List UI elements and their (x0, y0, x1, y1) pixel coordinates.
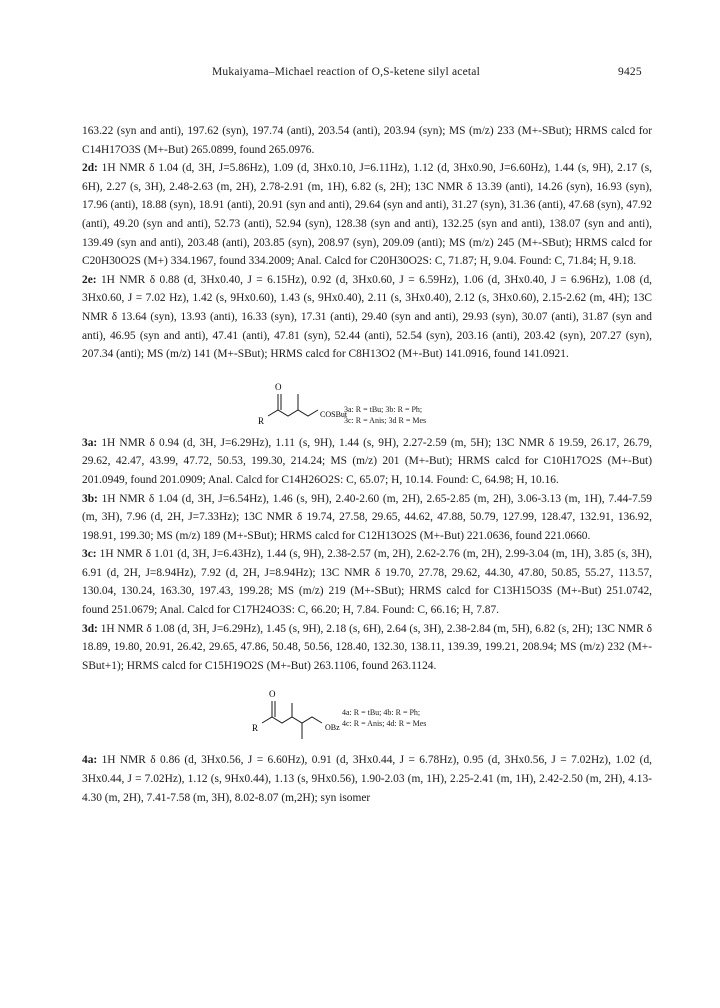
paragraph-3b (82, 490, 652, 546)
paragraph-text: 1H NMR δ 1.04 (d, 3H, J=6.54Hz), 1.46 (s, 9H), 2.40-2.60 (m, 2H), 2.65-2.85 (m, 2H), 3.06-3.13 (m, 1H), 7.44-7.59 (m, 3H), 7.96 (d, 2H, J=7.33Hz); 13C NMR δ 19.74, 27.58, 29.65, 44.62, 47.88, 50.79, 127.99, 128.47, 132.91, 136.92, 198.91, 199.30; MS (m/z) 189 (M+-SBut); HRMS calcd for C12H13O2S (M+-But) 221.0636, found 221.0660. (82, 492, 652, 542)
paragraph-text: 1H NMR δ 1.08 (d, 3H, J=6.29Hz), 1.45 (s, 9H), 2.18 (s, 6H), 2.64 (s, 3H), 2.38-2.84 (m, 5H), 6.82 (s, 2H); 13C NMR δ 18.89, 19.80, 20.91, 26.42, 29.65, 47.86, 50.48, 50.56, 128.40, 132.30, 138.11, 139.39, 199.21, 208.94; MS (m/z) 232 (M+-SBut+1); HRMS calcd for C15H19O2S (M+-But) 263.1106, found 263.1124. (82, 622, 652, 672)
structure-4-r: R (252, 723, 259, 734)
structure-scheme-4 (82, 675, 652, 751)
paragraph-3a (82, 434, 652, 490)
paragraph-3c (82, 545, 652, 619)
compound-label: 2e: (82, 273, 97, 286)
structure-4-chain (262, 717, 322, 723)
paragraph-2e (82, 271, 652, 364)
structure-4-legend (342, 707, 426, 729)
paragraph-2d (82, 159, 652, 271)
structure-4-group: OBz (325, 723, 340, 733)
structure-3-legend (344, 404, 426, 426)
structure-scheme-3 (82, 364, 652, 434)
paragraph-4a (82, 751, 652, 807)
legend-line: 4c: R = Anis; 4d: R = Mes (342, 719, 427, 729)
paragraph-text: 1H NMR δ 1.01 (d, 3H, J=6.43Hz), 1.44 (s, 9H), 2.38-2.57 (m, 2H), 2.62-2.76 (m, 2H), 2.99-3.04 (m, 1H), 3.85 (s, 3H), 6.91 (d, 2H, J=8.94Hz), 7.92 (d, 2H, J=8.94Hz); 13C NMR δ 19.70, 27.78, 29.62, 44.30, 47.80, 50.85, 55.27, 113.57, 130.04, 130.24, 163.30, 197.43, 199.28; MS (m/z) 219 (M+-SBut); HRMS calcd for C13H15O3S (M+-But) 251.0742, found 251.0679; Anal. Calcd for C17H24O3S: C, 66.20; H, 7.84. Found: C, 66.16; H, 7.87. (82, 548, 652, 617)
paragraph-text: 163.22 (syn and anti), 197.62 (syn), 197.74 (anti), 203.54 (anti), 203.94 (syn); MS (m/z) 233 (M+-SBut); HRMS calcd for C14H17O3S (M+-But) 265.0899, found 265.0976. (82, 125, 652, 156)
structure-3-o: O (275, 381, 282, 392)
compound-label: 4a: (82, 754, 98, 767)
compound-label: 3b: (82, 492, 98, 505)
structure-4-o: O (269, 689, 276, 700)
article-body (82, 122, 652, 807)
legend-line: 3c: R = Anis; 3d R = Mes (344, 415, 427, 425)
structure-3-r: R (258, 415, 265, 426)
compound-label: 3d: (82, 622, 98, 635)
compound-label: 3a: (82, 436, 98, 449)
page-number: 9425 (618, 66, 642, 78)
compound-label: 3c: (82, 548, 97, 561)
paragraph-text: 1H NMR δ 1.04 (d, 3H, J=5.86Hz), 1.09 (d, 3Hx0.10, J=6.11Hz), 1.12 (d, 3Hx0.90, J=6.60Hz), 1.44 (s, 9H), 2.17 (s, 6H), 2.27 (s, 3H), 2.48-2.63 (m, 2H), 2.78-2.91 (m, 1H), 6.82 (s, 2H); 13C NMR δ 13.39 (anti), 14.26 (syn), 16.93 (syn), 17.96 (anti), 18.88 (syn), 18.91 (anti), 20.91 (syn and anti), 29.64 (syn and anti), 31.27 (syn), 31.36 (anti), 47.68 (syn), 47.92 (anti), 49.20 (syn and anti), 52.73 (anti), 52.94 (syn), 128.38 (syn and anti), 132.25 (syn and anti), 138.07 (syn and anti), 139.49 (syn and anti), 203.48 (anti), 203.85 (syn), 208.97 (syn), 209.09 (anti); MS (m/z) 245 (M+-SBut); HRMS calcd for C20H30O2S (M+) 334.1967, found 334.2009; Anal. Calcd for C20H30O2S: C, 71.87; H, 9.04. Found: C, 71.84; H, 9.18. (82, 162, 652, 268)
legend-line: 3a: R = tBu; 3b: R = Ph; (344, 404, 423, 414)
structure-3-chain (268, 410, 318, 416)
running-header (0, 66, 720, 82)
paragraph-text: 1H NMR δ 0.88 (d, 3Hx0.40, J = 6.15Hz), 0.92 (d, 3Hx0.60, J = 6.59Hz), 1.06 (d, 3Hx0.40, J = 6.96Hz), 1.08 (d, 3Hx0.60, J = 7.02 Hz), 1.42 (s, 9Hx0.60), 1.43 (s, 9Hx0.40), 2.11 (s, 3Hx0.40), 2.12 (s, 3Hx0.60), 2.15-2.62 (m, 4H); 13C NMR δ 13.64 (syn), 13.93 (anti), 16.33 (syn), 17.31 (anti), 29.40 (syn and anti), 29.93 (syn), 30.07 (anti), 31.87 (syn and anti), 46.95 (syn and anti), 47.41 (anti), 47.81 (syn), 52.44 (anti), 52.54 (syn), 203.16 (anti), 203.42 (syn), 207.27 (syn), 207.34 (anti); MS (m/z) 141 (M+-SBut); HRMS calcd for C8H13O2 (M+-But) 141.0916, found 141.0921. (82, 273, 652, 361)
paragraph-text: 1H NMR δ 0.86 (d, 3Hx0.56, J = 6.60Hz), 0.91 (d, 3Hx0.44, J = 6.78Hz), 0.95 (d, 3Hx0.56, J = 7.02Hz), 1.02 (d, 3Hx0.44, J = 7.02Hz), 1.12 (s, 9Hx0.44), 1.13 (s, 9Hx0.56), 1.90-2.03 (m, 1H), 2.25-2.41 (m, 1H), 2.42-2.50 (m, 2H), 4.13-4.30 (m, 2H), 7.41-7.58 (m, 3H), 8.02-8.07 (m,2H); syn isomer (82, 754, 652, 804)
running-title: Mukaiyama–Michael reaction of O,S-ketene silyl acetal (212, 66, 480, 78)
structure-3-group: COSBut (320, 409, 348, 419)
compound-label: 2d: (82, 162, 98, 175)
legend-line: 4a: R = tBu; 4b: R = Ph; (342, 708, 421, 718)
paragraph-3d (82, 620, 652, 676)
paragraph-cont (82, 122, 652, 159)
paragraph-text: 1H NMR δ 0.94 (d, 3H, J=6.29Hz), 1.11 (s, 9H), 1.44 (s, 9H), 2.27-2.59 (m, 5H); 13C NMR δ 19.59, 26.17, 26.79, 29.62, 42.47, 43.99, 47.72, 50.53, 199.30, 214.24; MS (m/z) 201 (M+-But); HRMS calcd for C10H17O2S (M+-But) 201.0949, found 201.0909; Anal. Calcd for C14H26O2S: C, 65.07; H, 10.14. Found: C, 64.98; H, 10.16. (82, 436, 652, 486)
